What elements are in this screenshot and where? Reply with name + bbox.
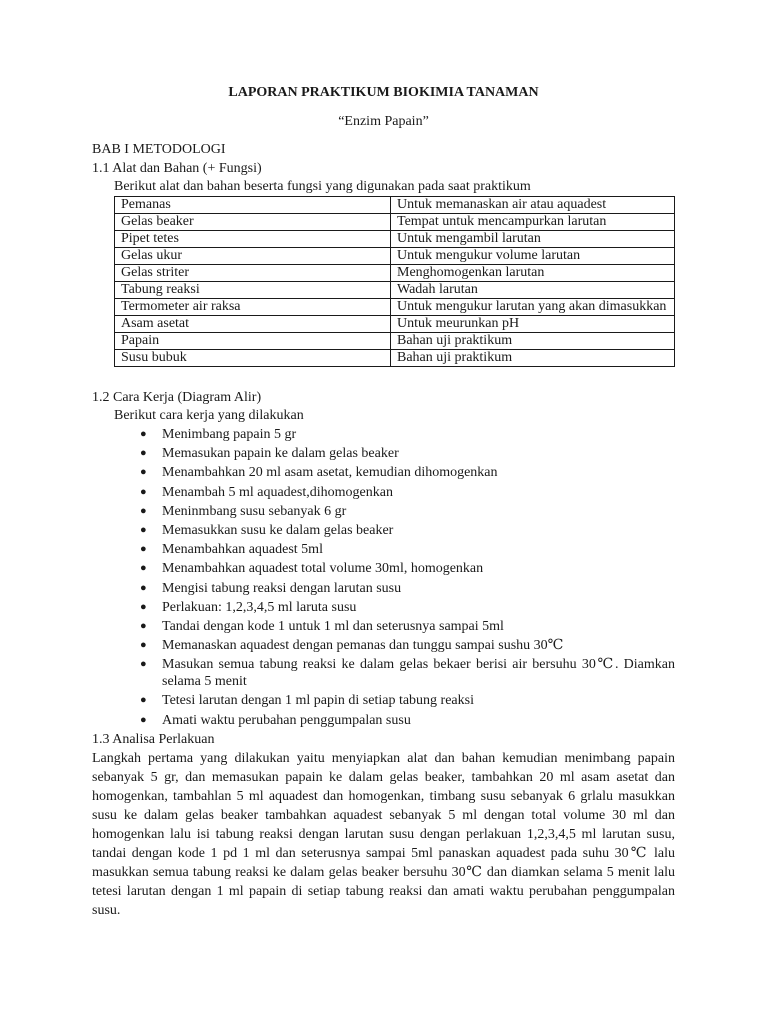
table-cell-item: Pipet tetes [115, 231, 391, 248]
list-item-text: Menambahkan 20 ml asam asetat, kemudian dihomogenkan [162, 465, 498, 481]
table-row [115, 197, 675, 214]
section-heading-analisa: 1.3 Analisa Perlakuan [92, 731, 215, 747]
table-row [115, 214, 675, 231]
section-intro-cara-kerja: Berikut cara kerja yang dilakukan [114, 408, 304, 423]
list-item [138, 691, 675, 710]
table-cell-item: Gelas ukur [115, 248, 391, 265]
table-cell-item: Gelas striter [115, 265, 391, 282]
table-cell-item: Termometer air raksa [115, 299, 391, 316]
table-cell-fungsi: Tempat untuk mencampurkan larutan [391, 214, 675, 231]
table-row [115, 231, 675, 248]
table-cell-fungsi: Untuk mengukur larutan yang akan dimasukkan [391, 299, 675, 316]
list-item-text: Tetesi larutan dengan 1 ml papin di setiap tabung reaksi [162, 693, 474, 709]
list-item [138, 540, 675, 559]
table-cell-item: Tabung reaksi [115, 282, 391, 299]
list-item [138, 711, 675, 730]
section-intro-alat-bahan: Berikut alat dan bahan beserta fungsi yang digunakan pada saat praktikum [114, 179, 531, 194]
list-item-text: Menambahkan aquadest 5ml [162, 542, 323, 558]
list-item-text: Masukan semua tabung reaksi ke dalam gelas bekaer berisi air bersuhu 30℃. Diamkan selama 5 menit [162, 657, 675, 690]
bullet-dot-icon: ● [140, 524, 147, 537]
table-row [115, 248, 675, 265]
list-item [138, 559, 675, 578]
bullet-dot-icon: ● [140, 485, 147, 498]
bullet-dot-icon: ● [140, 447, 147, 460]
section-heading-alat-bahan: 1.1 Alat dan Bahan (+ Fungsi) [92, 161, 262, 176]
bullet-dot-icon: ● [140, 639, 147, 652]
list-item [138, 483, 675, 502]
list-item [138, 655, 675, 691]
list-item-text: Tandai dengan kode 1 untuk 1 ml dan seterusnya sampai 5ml [162, 619, 504, 635]
table-cell-fungsi: Untuk memanaskan air atau aquadest [391, 197, 675, 214]
table-cell-fungsi: Menghomogenkan larutan [391, 265, 675, 282]
report-title: LAPORAN PRAKTIKUM BIOKIMIA TANAMAN [228, 85, 539, 100]
bullet-dot-icon: ● [140, 543, 147, 556]
table-row [115, 333, 675, 350]
chapter-heading: BAB I METODOLOGI [92, 142, 226, 157]
table-cell-fungsi: Wadah larutan [391, 282, 675, 299]
list-item [138, 502, 675, 521]
table-cell-fungsi: Bahan uji praktikum [391, 350, 675, 367]
bullet-dot-icon: ● [140, 713, 147, 726]
list-item-text: Mengisi tabung reaksi dengan larutan susu [162, 580, 402, 596]
list-item-text: Meninmbang susu sebanyak 6 gr [162, 503, 347, 519]
list-item [138, 598, 675, 617]
bullet-dot-icon: ● [140, 562, 147, 575]
table-cell-item: Asam asetat [115, 316, 391, 333]
document-page [92, 84, 675, 920]
list-item [138, 579, 675, 598]
list-item-text: Memasukan papain ke dalam gelas beaker [162, 446, 399, 462]
analisa-paragraph: Langkah pertama yang dilakukan yaitu menyiapkan alat dan bahan kemudian menimbang papain sebanyak 5 gr, dan memasukan papain ke dalam gelas beaker, tambahkan 20 ml asam asetat dan homogenkan, tambahlan 5 ml aquadest dan homogenkan, timbang susu sebanyak 6 grlalu masukkan susu ke dalam gelas beaker tambahkan aquadest sebanyak 5 ml dengan total volume 30 ml dan homogenkan lalu isi tabung reaksi dengan larutan susu dengan perlakuan 1,2,3,4,5 ml larutan susu, tandai dengan kode 1 pd 1 ml dan seterusnya sampai 5ml panaskan aquadest pada suhu 30℃ lalu masukkan semua tabung reaksi ke dalam gelas beaker bersuhu 30℃ dan diamkan selama 5 menit lalu tetesi larutan dengan 1 ml papain di setiap tabung reaksi dan amati waktu perubahan penggumpalan susu. [92, 750, 675, 918]
bullet-dot-icon: ● [140, 466, 147, 479]
table-cell-fungsi: Untuk meurunkan pH [391, 316, 675, 333]
list-item-text: Menambah 5 ml aquadest,dihomogenkan [162, 484, 393, 500]
report-subtitle: “Enzim Papain” [338, 114, 429, 129]
list-item [138, 463, 675, 482]
list-item-text: Amati waktu perubahan penggumpalan susu [162, 712, 411, 728]
list-item [138, 444, 675, 463]
cara-kerja-list [92, 425, 675, 730]
bullet-dot-icon: ● [140, 600, 147, 613]
table-cell-fungsi: Untuk mengukur volume larutan [391, 248, 675, 265]
table-cell-item: Susu bubuk [115, 350, 391, 367]
list-item [138, 636, 675, 655]
list-item-text: Perlakuan: 1,2,3,4,5 ml laruta susu [162, 599, 357, 615]
list-item-text: Menimbang papain 5 gr [162, 427, 297, 442]
bullet-dot-icon: ● [140, 428, 147, 440]
list-item [138, 521, 675, 540]
table-cell-item: Gelas beaker [115, 214, 391, 231]
bullet-dot-icon: ● [140, 504, 147, 517]
table-cell-item: Pemanas [115, 197, 391, 214]
alat-bahan-table [114, 196, 675, 367]
table-cell-fungsi: Bahan uji praktikum [391, 333, 675, 350]
bullet-dot-icon: ● [140, 620, 147, 633]
table-row [115, 316, 675, 333]
section-heading-cara-kerja: 1.2 Cara Kerja (Diagram Alir) [92, 390, 262, 405]
list-item [138, 617, 675, 636]
list-item-text: Memanaskan aquadest dengan pemanas dan tunggu sampai sushu 30℃ [162, 638, 564, 654]
table-row [115, 299, 675, 316]
bullet-dot-icon: ● [140, 658, 147, 671]
table-row [115, 350, 675, 367]
table-cell-item: Papain [115, 333, 391, 350]
list-item-text: Menambahkan aquadest total volume 30ml, homogenkan [162, 561, 484, 577]
table-row [115, 265, 675, 282]
table-cell-fungsi: Untuk mengambil larutan [391, 231, 675, 248]
list-item-text: Memasukkan susu ke dalam gelas beaker [162, 523, 394, 539]
bullet-dot-icon: ● [140, 581, 147, 594]
bullet-dot-icon: ● [140, 694, 147, 707]
list-item [138, 425, 675, 444]
table-row [115, 282, 675, 299]
